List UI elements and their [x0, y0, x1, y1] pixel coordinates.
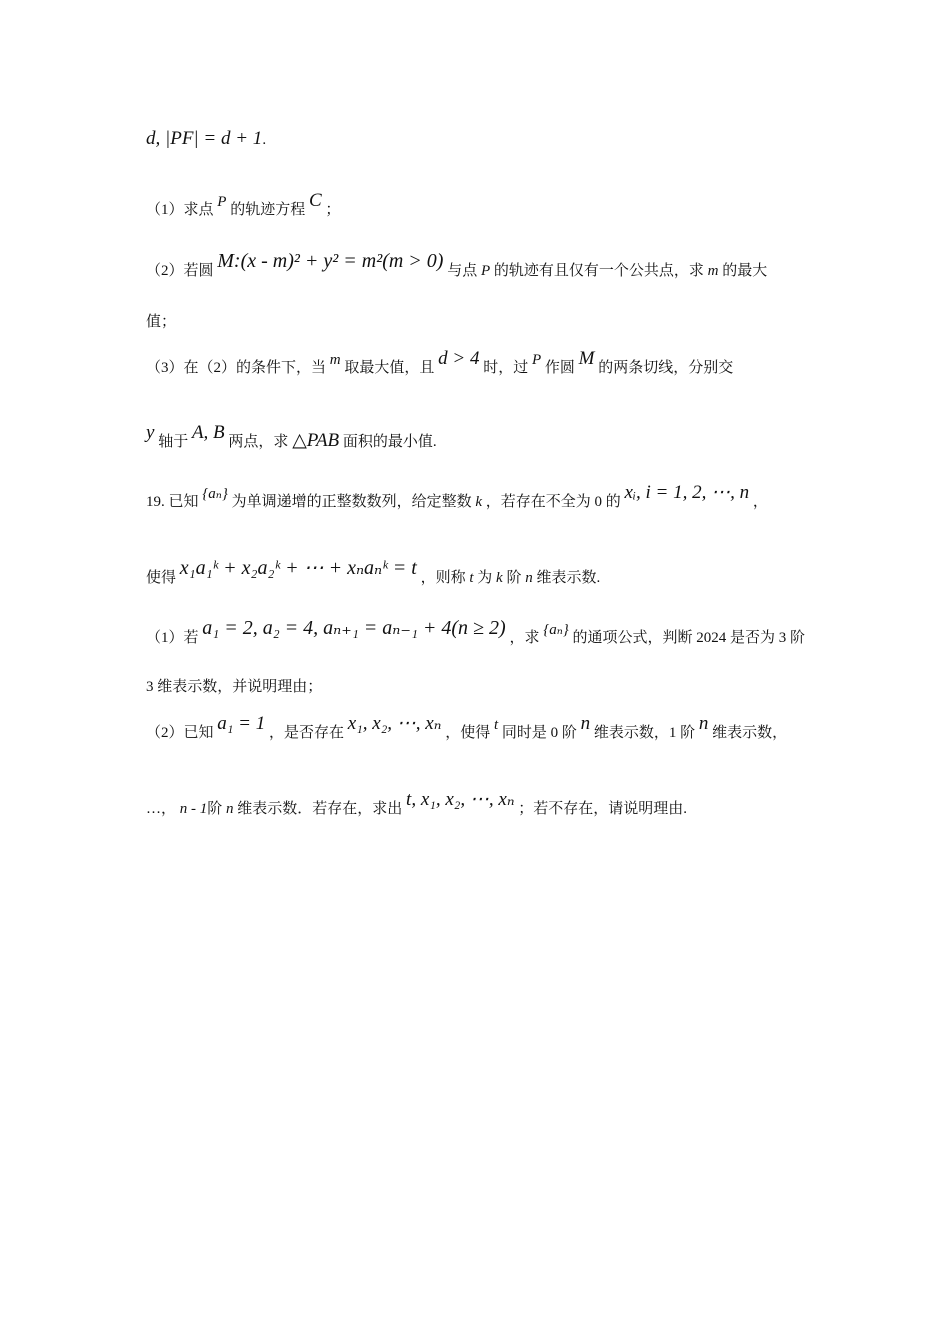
q19-part1: （1）若 a₁ = 2, a₂ = 4, aₙ₊₁ = aₙ₋₁ + 4(n ≥ 2) ，求 {aₙ} 的通项公式，判断 2024 是否为 3 阶 — [146, 617, 806, 646]
recurrence-equation: a₁ = 2, a₂ = 4, aₙ₊₁ = aₙ₋₁ + 4(n ≥ 2) — [202, 617, 506, 639]
q18-part1: （1）求点 P 的轨迹方程 C ； — [146, 190, 341, 218]
q19-part2-continued: …， n - 1阶 n 维表示数．若存在，求出 t, x₁, x₂, ⋯, xₙ ；若不存在，请说明理由. — [146, 789, 688, 817]
q18-part3: （3）在（2）的条件下，当 m 取最大值，且 d > 4 时，过 P 作圆 M 的两条切线，分别交 — [146, 348, 734, 376]
q19-stem-continued: 使得 x₁a₁ᵏ + x₂a₂ᵏ + ⋯ + xₙaₙᵏ = t ，则称 t 为 k 阶 n 维表示数. — [146, 557, 601, 586]
q18-part2-continued: 值； — [146, 314, 177, 330]
q19-part1-continued: 3 维表示数，并说明理由； — [146, 679, 323, 695]
q19-part2: （2）已知 a₁ = 1 ，是否存在 x₁, x₂, ⋯, xₙ ，使得 t 同时是 0 阶 n 维表示数，1 阶 n 维表示数， — [146, 713, 788, 741]
q18-part3-continued: y 轴于 A, B 两点，求 △PAB 面积的最小值. — [146, 422, 437, 451]
q19-stem: 19. 已知 {aₙ} 为单调递增的正整数数列，给定整数 k ，若存在不全为 0 的 xᵢ, i = 1, 2, ⋯, n ， — [146, 482, 768, 510]
circle-equation: M:(x - m)² + y² = m²(m > 0) — [217, 250, 444, 272]
q18-condition-line: d, |PF| = d + 1. — [146, 128, 267, 149]
q18-part2: （2）若圆 M:(x - m)² + y² = m²(m > 0) 与点 P 的轨迹有且仅有一个公共点，求 m 的最大 — [146, 250, 768, 279]
representation-equation: x₁a₁ᵏ + x₂a₂ᵏ + ⋯ + xₙaₙᵏ = t — [179, 557, 417, 579]
pf-distance-formula: d, |PF| = d + 1 — [146, 128, 263, 149]
